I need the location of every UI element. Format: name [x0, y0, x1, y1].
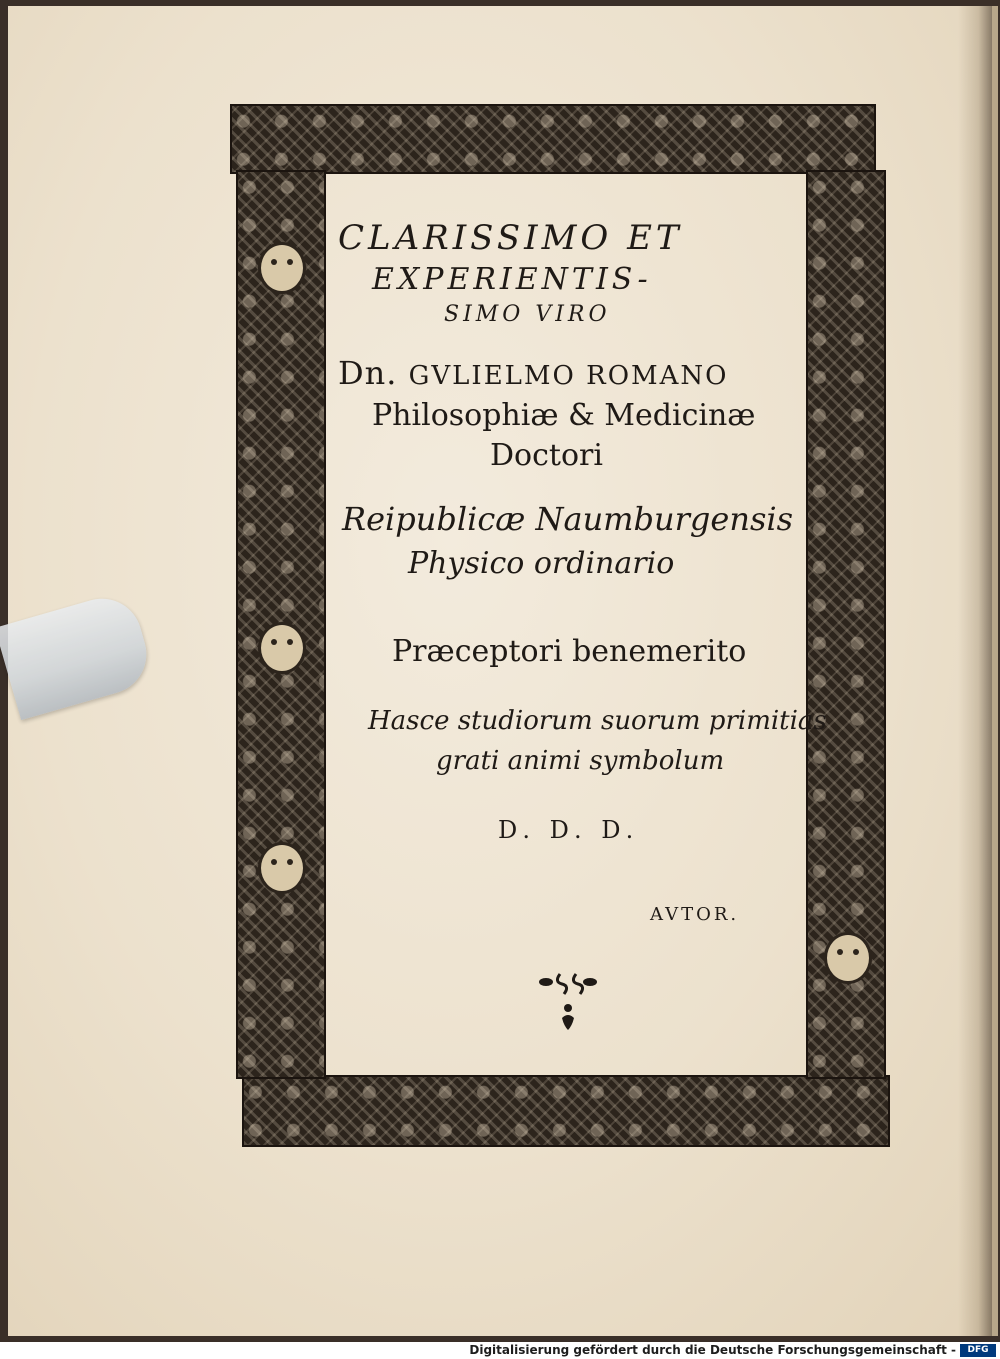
dedicatee-name [338, 354, 729, 392]
dedicatee-fullname: GVLIELMO ROMANO [408, 361, 729, 391]
heading-line-1: CLARISSIMO ET [338, 218, 683, 258]
dedication-text [322, 170, 827, 1075]
woodcut-border-left [236, 170, 326, 1079]
cherub-face-icon [258, 242, 306, 294]
heading-line-2: EXPERIENTIS- [372, 262, 652, 297]
dedication-formula: D. D. D. [498, 816, 640, 844]
digitization-footer [0, 1342, 1000, 1359]
printers-ornament-icon [538, 968, 598, 1038]
author-signature: AVTOR. [650, 904, 740, 925]
woodcut-border-right [806, 170, 886, 1079]
bookmark-ribbon [0, 589, 156, 720]
woodcut-border-bottom [242, 1075, 890, 1147]
dedicatee-office-2: Physico ordinario [408, 546, 675, 581]
cherub-face-icon [258, 842, 306, 894]
heading-line-3: SIMO VIRO [444, 302, 611, 327]
dedicatee-title-2: Doctori [490, 438, 603, 473]
dedicatee-praise: Præceptori benemerito [392, 634, 747, 669]
dedicatee-prefix: Dn. [338, 354, 398, 392]
cherub-face-icon [824, 932, 872, 984]
cherub-face-icon [258, 622, 306, 674]
woodcut-border-top [230, 104, 876, 174]
footer-credit: Digitalisierung gefördert durch die Deutsche Forschungsgemeinschaft - [469, 1343, 956, 1357]
dfg-logo-icon: DFG [960, 1344, 996, 1357]
dedication-line-2: grati animi symbolum [436, 746, 725, 776]
dedication-line-1: Hasce studiorum suorum primitias [368, 706, 827, 736]
dedicatee-office-1: Reipublicæ Naumburgensis [342, 500, 794, 538]
dedicatee-title-1: Philosophiæ & Medicinæ [372, 398, 756, 433]
page-edge-shadow [958, 6, 992, 1336]
